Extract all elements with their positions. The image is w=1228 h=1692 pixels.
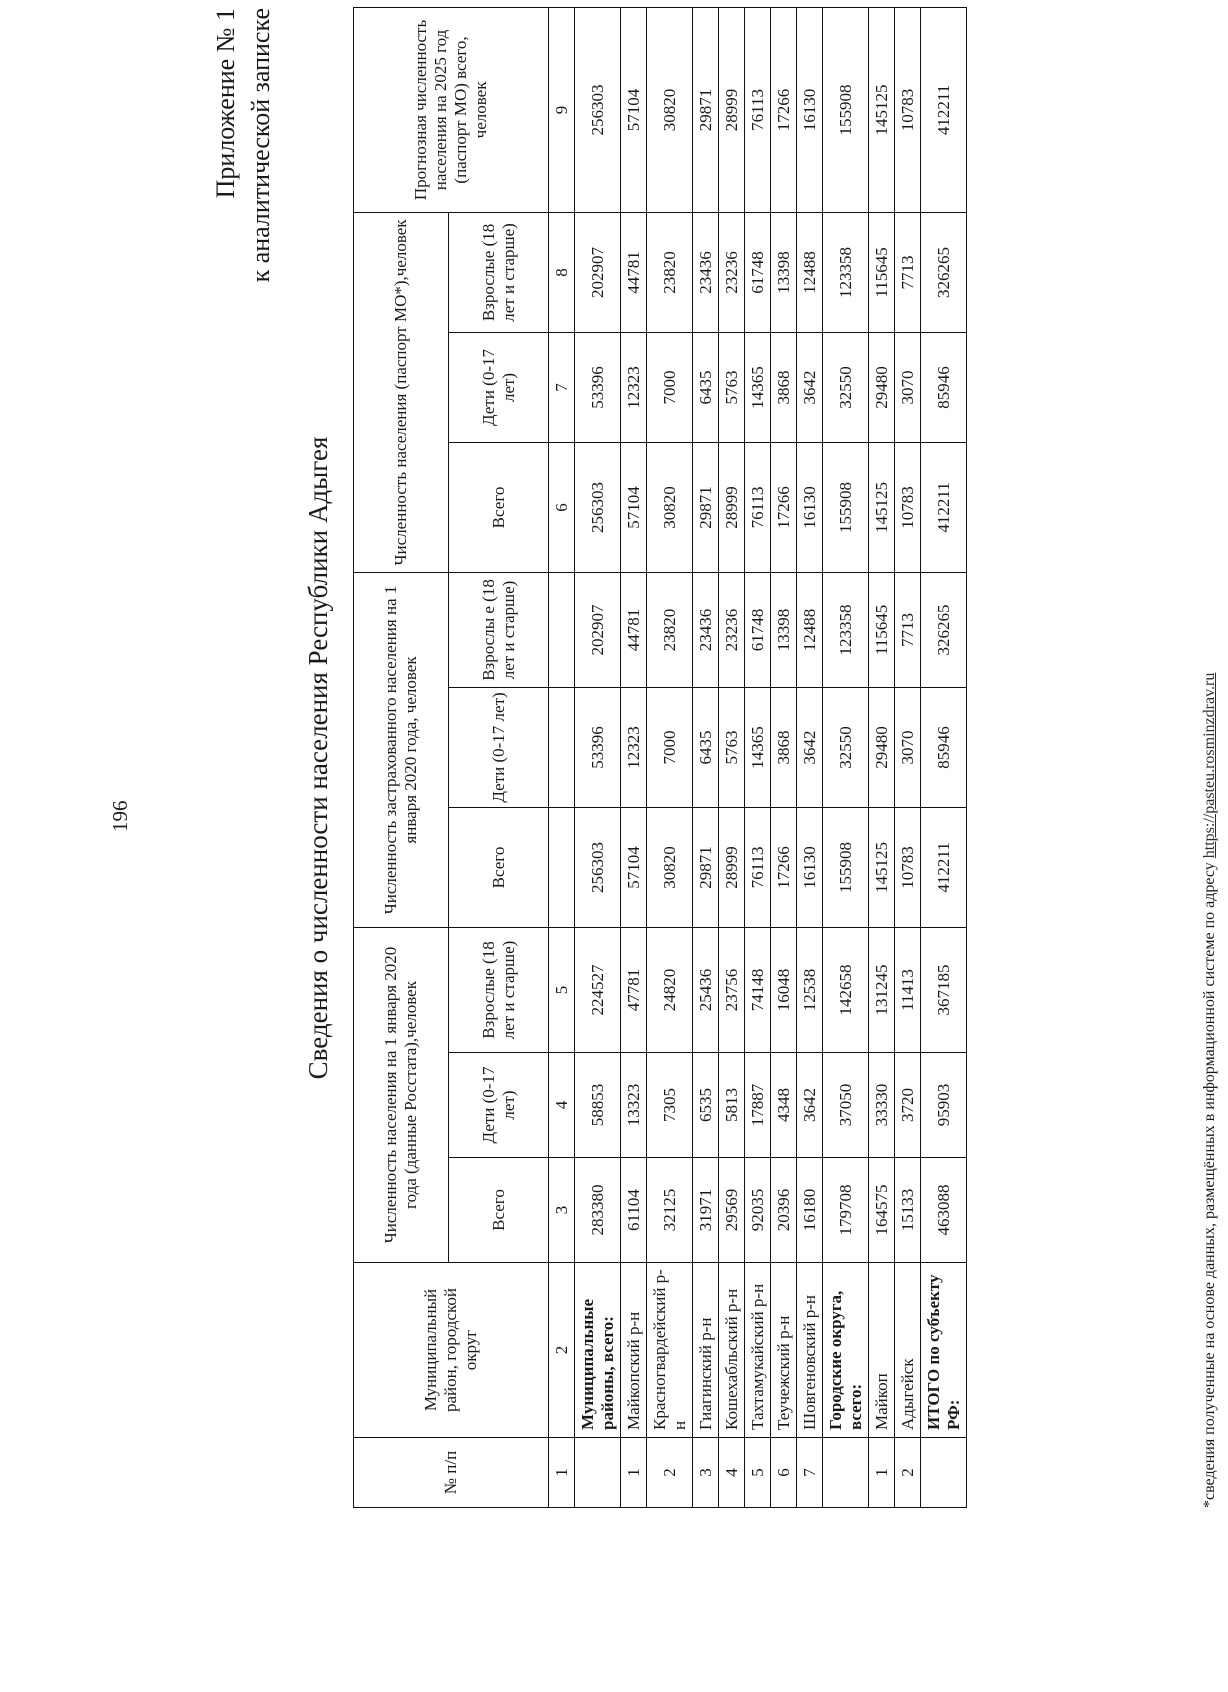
value-cell: 44781: [621, 212, 647, 332]
value-cell: 20396: [771, 1158, 797, 1263]
table-row: [797, 7, 823, 1507]
value-cell: 7713: [895, 212, 921, 332]
value-cell: 76113: [745, 442, 771, 572]
value-cell: 30820: [647, 7, 693, 212]
footnote: [1201, 673, 1219, 1508]
footnote-link[interactable]: https://pasteu.rosminzdrav.ru: [1201, 672, 1218, 859]
value-cell: 23820: [647, 572, 693, 687]
value-cell: 6435: [693, 687, 719, 807]
header-passport: Численность населения (паспорт МО*),человек: [354, 212, 449, 572]
value-cell: 53396: [575, 687, 621, 807]
value-cell: 7713: [895, 572, 921, 687]
table-row: [921, 7, 967, 1507]
row-number: 3: [693, 1438, 719, 1508]
appendix-line-2: к аналитической записке: [246, 8, 275, 283]
header-insured: Численность застрахованного населения на 1 января 2020 года, человек: [354, 572, 449, 927]
header-rosstat-total: Всего: [449, 1158, 549, 1263]
row-name: Майкопский р-н: [621, 1263, 647, 1438]
value-cell: 7000: [647, 332, 693, 442]
row-number: 1: [621, 1438, 647, 1508]
header-passport-total: Всего: [449, 442, 549, 572]
value-cell: 12488: [797, 572, 823, 687]
row-number: 2: [647, 1438, 693, 1508]
value-cell: 145125: [869, 442, 895, 572]
header-num: № п/п: [354, 1438, 549, 1508]
value-cell: 29480: [869, 332, 895, 442]
value-cell: 29871: [693, 7, 719, 212]
value-cell: 17887: [745, 1053, 771, 1158]
value-cell: 32125: [647, 1158, 693, 1263]
value-cell: 12323: [621, 687, 647, 807]
value-cell: 12488: [797, 212, 823, 332]
value-cell: 155908: [823, 442, 869, 572]
index-cell: 9: [549, 7, 575, 212]
value-cell: 155908: [823, 807, 869, 927]
value-cell: 463088: [921, 1158, 967, 1263]
header-passport-adults: Взрослые (18 лет и старше): [449, 212, 549, 332]
index-cell: 3: [549, 1158, 575, 1263]
value-cell: 5813: [719, 1053, 745, 1158]
value-cell: 57104: [621, 442, 647, 572]
value-cell: 12538: [797, 927, 823, 1052]
value-cell: 145125: [869, 7, 895, 212]
value-cell: 57104: [621, 807, 647, 927]
row-number: 4: [719, 1438, 745, 1508]
value-cell: 53396: [575, 332, 621, 442]
value-cell: 202907: [575, 212, 621, 332]
rotated-page-content: [208, 8, 1228, 1508]
row-number: 1: [869, 1438, 895, 1508]
table-row: [575, 7, 621, 1507]
value-cell: 12323: [621, 332, 647, 442]
value-cell: 13323: [621, 1053, 647, 1158]
value-cell: 326265: [921, 572, 967, 687]
row-number: [921, 1438, 967, 1508]
value-cell: 6535: [693, 1053, 719, 1158]
value-cell: 326265: [921, 212, 967, 332]
index-cell: [549, 687, 575, 807]
value-cell: 14365: [745, 687, 771, 807]
value-cell: 3642: [797, 332, 823, 442]
header-rosstat-adults: Взрослые (18 лет и старше): [449, 927, 549, 1052]
value-cell: 85946: [921, 687, 967, 807]
value-cell: 33330: [869, 1053, 895, 1158]
value-cell: 256303: [575, 442, 621, 572]
row-name: Кошехабльский р-н: [719, 1263, 745, 1438]
value-cell: 31971: [693, 1158, 719, 1263]
value-cell: 3642: [797, 1053, 823, 1158]
value-cell: 25436: [693, 927, 719, 1052]
value-cell: 3720: [895, 1053, 921, 1158]
value-cell: 32550: [823, 332, 869, 442]
value-cell: 15133: [895, 1158, 921, 1263]
row-name: Адыгейск: [895, 1263, 921, 1438]
appendix-line-1: Приложение № 1: [211, 8, 240, 199]
table-body: [549, 7, 967, 1507]
value-cell: 367185: [921, 927, 967, 1052]
row-number: 6: [771, 1438, 797, 1508]
value-cell: 17266: [771, 442, 797, 572]
value-cell: 29569: [719, 1158, 745, 1263]
table-row: [869, 7, 895, 1507]
row-number: 2: [895, 1438, 921, 1508]
row-number: [823, 1438, 869, 1508]
value-cell: 3868: [771, 332, 797, 442]
table-row: [621, 7, 647, 1507]
row-name: ИТОГО по субъекту РФ:: [921, 1263, 967, 1438]
value-cell: 16180: [797, 1158, 823, 1263]
value-cell: 13398: [771, 212, 797, 332]
value-cell: 23820: [647, 212, 693, 332]
value-cell: 131245: [869, 927, 895, 1052]
value-cell: 16130: [797, 807, 823, 927]
value-cell: 145125: [869, 807, 895, 927]
value-cell: 58853: [575, 1053, 621, 1158]
value-cell: 92035: [745, 1158, 771, 1263]
table-row: [895, 7, 921, 1507]
value-cell: 7000: [647, 687, 693, 807]
table-row: [719, 7, 745, 1507]
row-number: 5: [745, 1438, 771, 1508]
value-cell: 28999: [719, 7, 745, 212]
value-cell: 13398: [771, 572, 797, 687]
row-name: Гиагинский р-н: [693, 1263, 719, 1438]
value-cell: 5763: [719, 687, 745, 807]
value-cell: 23436: [693, 212, 719, 332]
index-cell: 7: [549, 332, 575, 442]
value-cell: 155908: [823, 7, 869, 212]
value-cell: 10783: [895, 7, 921, 212]
table-row: [771, 7, 797, 1507]
row-name: Городские округа, всего:: [823, 1263, 869, 1438]
table-row: [693, 7, 719, 1507]
value-cell: 11413: [895, 927, 921, 1052]
row-number: [575, 1438, 621, 1508]
value-cell: 142658: [823, 927, 869, 1052]
value-cell: 32550: [823, 687, 869, 807]
document-title: Сведения о численности населения Республики Адыгея: [303, 436, 333, 1080]
value-cell: 7305: [647, 1053, 693, 1158]
header-insured-total: Всего: [449, 807, 549, 927]
value-cell: 23436: [693, 572, 719, 687]
value-cell: 10783: [895, 442, 921, 572]
index-cell: [549, 572, 575, 687]
index-cell: 8: [549, 212, 575, 332]
value-cell: 37050: [823, 1053, 869, 1158]
value-cell: 123358: [823, 572, 869, 687]
population-table: [353, 7, 967, 1508]
table-row: [745, 7, 771, 1507]
header-rosstat: Численность населения на 1 января 2020 года (данные Росстата),человек: [354, 927, 449, 1262]
appendix-note: [208, 8, 278, 282]
table-row: [647, 7, 693, 1507]
value-cell: 412211: [921, 7, 967, 212]
value-cell: 28999: [719, 442, 745, 572]
value-cell: 76113: [745, 7, 771, 212]
value-cell: 3642: [797, 687, 823, 807]
row-number: 7: [797, 1438, 823, 1508]
value-cell: 28999: [719, 807, 745, 927]
value-cell: 10783: [895, 807, 921, 927]
value-cell: 256303: [575, 7, 621, 212]
value-cell: 85946: [921, 332, 967, 442]
value-cell: 16130: [797, 7, 823, 212]
row-name: Майкоп: [869, 1263, 895, 1438]
value-cell: 74148: [745, 927, 771, 1052]
header-rosstat-children: Дети (0-17 лет): [449, 1053, 549, 1158]
header-passport-children: Дети (0-17 лет): [449, 332, 549, 442]
value-cell: 16048: [771, 927, 797, 1052]
value-cell: 76113: [745, 807, 771, 927]
value-cell: 115645: [869, 572, 895, 687]
value-cell: 17266: [771, 807, 797, 927]
page-number: 196: [108, 800, 132, 832]
value-cell: 3070: [895, 332, 921, 442]
value-cell: 179708: [823, 1158, 869, 1263]
table-row: [823, 7, 869, 1507]
value-cell: 29480: [869, 687, 895, 807]
header-insured-children: Дети (0-17 лет): [449, 687, 549, 807]
row-name: Теучежский р-н: [771, 1263, 797, 1438]
value-cell: 61104: [621, 1158, 647, 1263]
value-cell: 17266: [771, 7, 797, 212]
row-name: Тахтамукайский р-н: [745, 1263, 771, 1438]
index-cell: 1: [549, 1438, 575, 1508]
value-cell: 23236: [719, 212, 745, 332]
index-cell: 6: [549, 442, 575, 572]
value-cell: 164575: [869, 1158, 895, 1263]
index-cell: [549, 807, 575, 927]
value-cell: 5763: [719, 332, 745, 442]
header-insured-adults: Взрослы е (18 лет и старше): [449, 572, 549, 687]
value-cell: 61748: [745, 572, 771, 687]
value-cell: 23236: [719, 572, 745, 687]
row-name: Муниципальные районы, всего:: [575, 1263, 621, 1438]
value-cell: 14365: [745, 332, 771, 442]
value-cell: 44781: [621, 572, 647, 687]
footnote-text: *сведения полученные на основе данных, размещённых в информационной системе по адресу: [1201, 858, 1218, 1508]
index-row: [549, 7, 575, 1507]
value-cell: 95903: [921, 1053, 967, 1158]
value-cell: 3868: [771, 687, 797, 807]
value-cell: 412211: [921, 807, 967, 927]
header-forecast: Прогнозная численность населения на 2025 год (паспорт МО) всего, человек: [354, 7, 549, 212]
value-cell: 224527: [575, 927, 621, 1052]
value-cell: 256303: [575, 807, 621, 927]
index-cell: 4: [549, 1053, 575, 1158]
value-cell: 123358: [823, 212, 869, 332]
value-cell: 29871: [693, 807, 719, 927]
value-cell: 30820: [647, 442, 693, 572]
value-cell: 16130: [797, 442, 823, 572]
value-cell: 30820: [647, 807, 693, 927]
value-cell: 412211: [921, 442, 967, 572]
value-cell: 29871: [693, 442, 719, 572]
value-cell: 283380: [575, 1158, 621, 1263]
row-name: Красногвардейский р-н: [647, 1263, 693, 1438]
value-cell: 4348: [771, 1053, 797, 1158]
value-cell: 3070: [895, 687, 921, 807]
value-cell: 61748: [745, 212, 771, 332]
value-cell: 57104: [621, 7, 647, 212]
value-cell: 202907: [575, 572, 621, 687]
index-cell: 2: [549, 1263, 575, 1438]
index-cell: 5: [549, 927, 575, 1052]
row-name: Шовгеновский р-н: [797, 1263, 823, 1438]
header-name: Муниципальный район, городской округ: [354, 1263, 549, 1438]
value-cell: 115645: [869, 212, 895, 332]
value-cell: 47781: [621, 927, 647, 1052]
value-cell: 23756: [719, 927, 745, 1052]
value-cell: 6435: [693, 332, 719, 442]
value-cell: 24820: [647, 927, 693, 1052]
